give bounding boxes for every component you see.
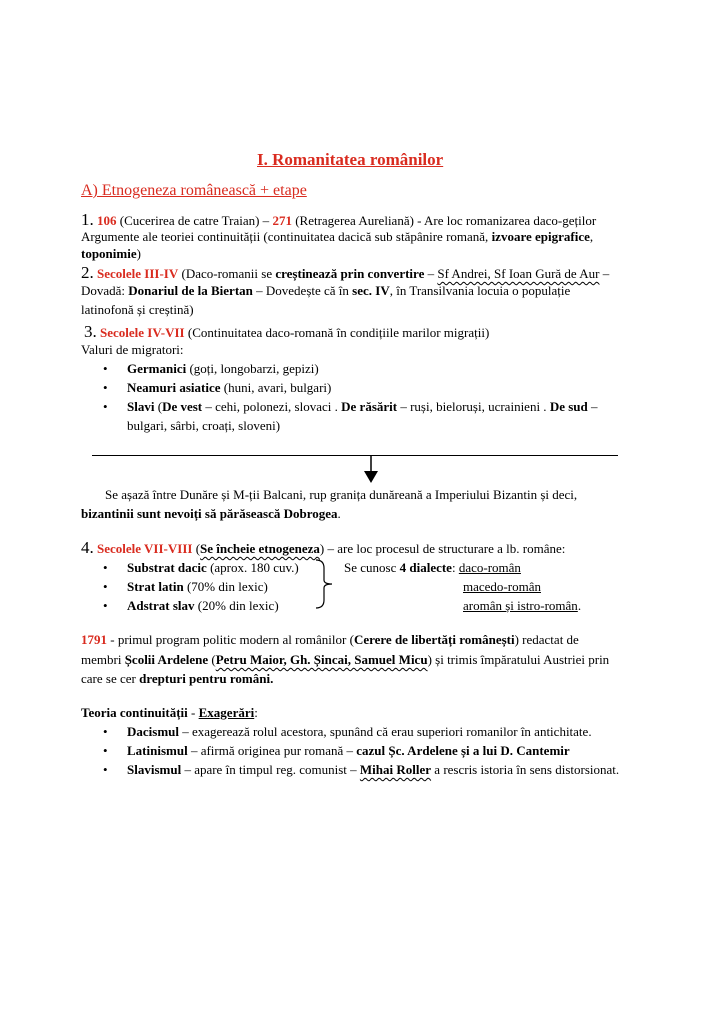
y1791-line-3 [81, 671, 273, 687]
bullet-icon: • [103, 724, 108, 739]
text: – ruși, bieloruși, ucrainieni . [397, 399, 550, 414]
text: (Retragerea Aureliană) - Are loc romanizarea daco-geților [291, 213, 597, 228]
section-number: 2. [81, 263, 94, 282]
section-heading: A) Etnogeneza românească + etape [81, 182, 307, 199]
text-bold: cazul Șc. Ardelene și a lui D. Cantemir [356, 743, 570, 758]
text-bold: Adstrat slav [127, 598, 195, 613]
bullet-icon: • [103, 399, 108, 414]
text-bold: creștinează prin convertire [275, 266, 425, 281]
text: – afirmă originea pur romană – [187, 743, 357, 758]
list-item [103, 380, 332, 396]
text: Dovadă: [81, 283, 129, 298]
text-bold: Germanici [127, 361, 187, 376]
section-2-line-3: latinofonă și creștină) [81, 302, 194, 317]
text-bold: Slavismul [127, 762, 182, 777]
bullet-icon: • [103, 560, 108, 575]
text-bold: 4 dialecte [399, 560, 452, 575]
text-bold: De vest [162, 399, 203, 414]
text-bold: Dacismul [127, 724, 179, 739]
text: – exagerează rolul acestora, spunând că erau superiori romanilor în antichitate. [179, 724, 592, 739]
section-3-line-2: Valuri de migratori: [81, 342, 184, 357]
text-bold: De răsărit [341, 399, 398, 414]
text: (goți, longobarzi, gepizi) [186, 361, 319, 376]
text: : [254, 705, 258, 720]
section-1-line-2 [81, 229, 593, 245]
text-bold: Latinismul [127, 743, 188, 758]
saints-names: Sf Andrei, Sf Ioan Gură de Aur [437, 266, 600, 281]
text: ) – are loc procesul de structurare a lb. române: [319, 541, 566, 556]
bullet-icon: • [103, 743, 108, 758]
page-title: I. Romanitatea românilor [257, 150, 444, 169]
text: (Cucerirea de catre Traian) – [116, 213, 273, 228]
names: Petru Maior, Gh. Șincai, Samuel Micu [215, 652, 428, 667]
text-bold: Neamuri asiatice [127, 380, 221, 395]
section-number: 1. [81, 210, 94, 229]
text: a rescris istoria în sens distorsionat. [431, 762, 620, 777]
period: Secolele VII-VIII [97, 541, 193, 556]
text-bold: Exagerări [198, 705, 255, 720]
text-bold: Strat latin [127, 579, 184, 594]
text-bold: De sud [549, 399, 588, 414]
text: - primul program politic modern al românilor ( [107, 632, 354, 647]
list-item [103, 598, 279, 614]
y1791-line-1 [81, 632, 579, 648]
text: . [337, 506, 341, 521]
text: : [451, 560, 459, 575]
year: 271 [272, 213, 292, 228]
text: – Dovedește că în [252, 283, 353, 298]
section-number: 3. [84, 322, 97, 341]
text: – cehi, polonezi, slovaci . [202, 399, 342, 414]
dialect-name: daco-român [458, 560, 521, 575]
text: ( [192, 541, 201, 556]
text-bold: izvoare epigrafice [491, 229, 590, 244]
text: (huni, avari, bulgari) [220, 380, 332, 395]
migration-line-1: Se așază între Dunăre și M-ții Balcani, rup granița dunăreană a Imperiului Bizantin și deci, [105, 487, 578, 502]
section-4-line-1 [81, 538, 565, 558]
dialect-name: aromân și istro-român [463, 598, 578, 613]
text: ( [154, 399, 163, 414]
text-bold: Teoria continuității [81, 705, 188, 720]
text: (20% din lexic) [194, 598, 279, 613]
list-item [103, 361, 319, 377]
bullet-icon: • [103, 598, 108, 613]
text-bold: Cerere de libertăți românești [353, 632, 515, 647]
section-number: 4. [81, 538, 94, 557]
text: ) redactat de [514, 632, 579, 647]
section-1-line-3 [81, 246, 141, 262]
year: 1791 [81, 632, 107, 647]
text-bold: bizantinii sunt nevoiți să părăsească Dobrogea [81, 506, 338, 521]
section-2-line-2 [81, 283, 570, 299]
list-item-continuation: bulgari, sârbi, croați, sloveni) [127, 418, 281, 433]
text: (Continuitatea daco-romană în condițiile marilor migrații) [184, 325, 490, 340]
text: ) și trimis împăratului Austriei prin [427, 652, 610, 667]
text-bold: Mihai Roller [359, 762, 432, 777]
text: (70% din lexic) [183, 579, 268, 594]
text: (aprox. 180 cuv.) [206, 560, 299, 575]
bullet-icon: • [103, 762, 108, 777]
text: (Daco-romanii se [178, 266, 276, 281]
text: Argumente ale teoriei continuității (continuitatea dacică sub stăpânire romană, [81, 229, 492, 244]
bullet-icon: • [103, 579, 108, 594]
text: care se cer [81, 671, 140, 686]
teoria-heading [81, 705, 258, 721]
y1791-line-2 [81, 652, 609, 668]
text: Se cunosc [344, 560, 400, 575]
text: . [577, 598, 582, 613]
bullet-icon: • [103, 380, 108, 395]
text: ( [208, 652, 216, 667]
dialect-name: macedo-român [463, 579, 541, 594]
period: Secolele IV-VII [100, 325, 185, 340]
text: ) [136, 246, 141, 261]
text: – apare în timpul reg. comunist – [181, 762, 360, 777]
down-arrow-icon [362, 456, 380, 484]
list-item [103, 579, 268, 595]
text: , în Transilvania locuia o populație [389, 283, 571, 298]
text: – [587, 399, 598, 414]
divider-line [92, 455, 618, 456]
text-bold: Se încheie etnogeneza [200, 541, 320, 556]
bullet-icon: • [103, 361, 108, 376]
text-bold: Substrat dacic [127, 560, 207, 575]
text: , [589, 229, 594, 244]
brace-icon [314, 558, 336, 610]
list-item [103, 560, 299, 576]
text-bold: toponimie [81, 246, 137, 261]
text-bold: drepturi pentru români. [139, 671, 274, 686]
text-bold: Școlii Ardelene [124, 652, 209, 667]
section-3-line-1 [84, 322, 489, 342]
dialects-intro [344, 560, 521, 576]
list-item [103, 743, 570, 759]
year: 106 [97, 213, 117, 228]
list-item [103, 762, 620, 778]
text: - [187, 705, 199, 720]
list-item [103, 724, 592, 740]
text-bold: Slavi [127, 399, 155, 414]
migration-line-2 [81, 506, 341, 522]
section-2-line-1 [81, 263, 609, 283]
text-bold: sec. IV [352, 283, 390, 298]
section-1-line-1 [81, 210, 596, 230]
period: Secolele III-IV [97, 266, 179, 281]
dialect-name-line [463, 598, 581, 614]
text: – [599, 266, 610, 281]
text: membri [81, 652, 125, 667]
text: – [424, 266, 438, 281]
text-bold: Donariul de la Biertan [128, 283, 253, 298]
list-item [103, 399, 598, 415]
